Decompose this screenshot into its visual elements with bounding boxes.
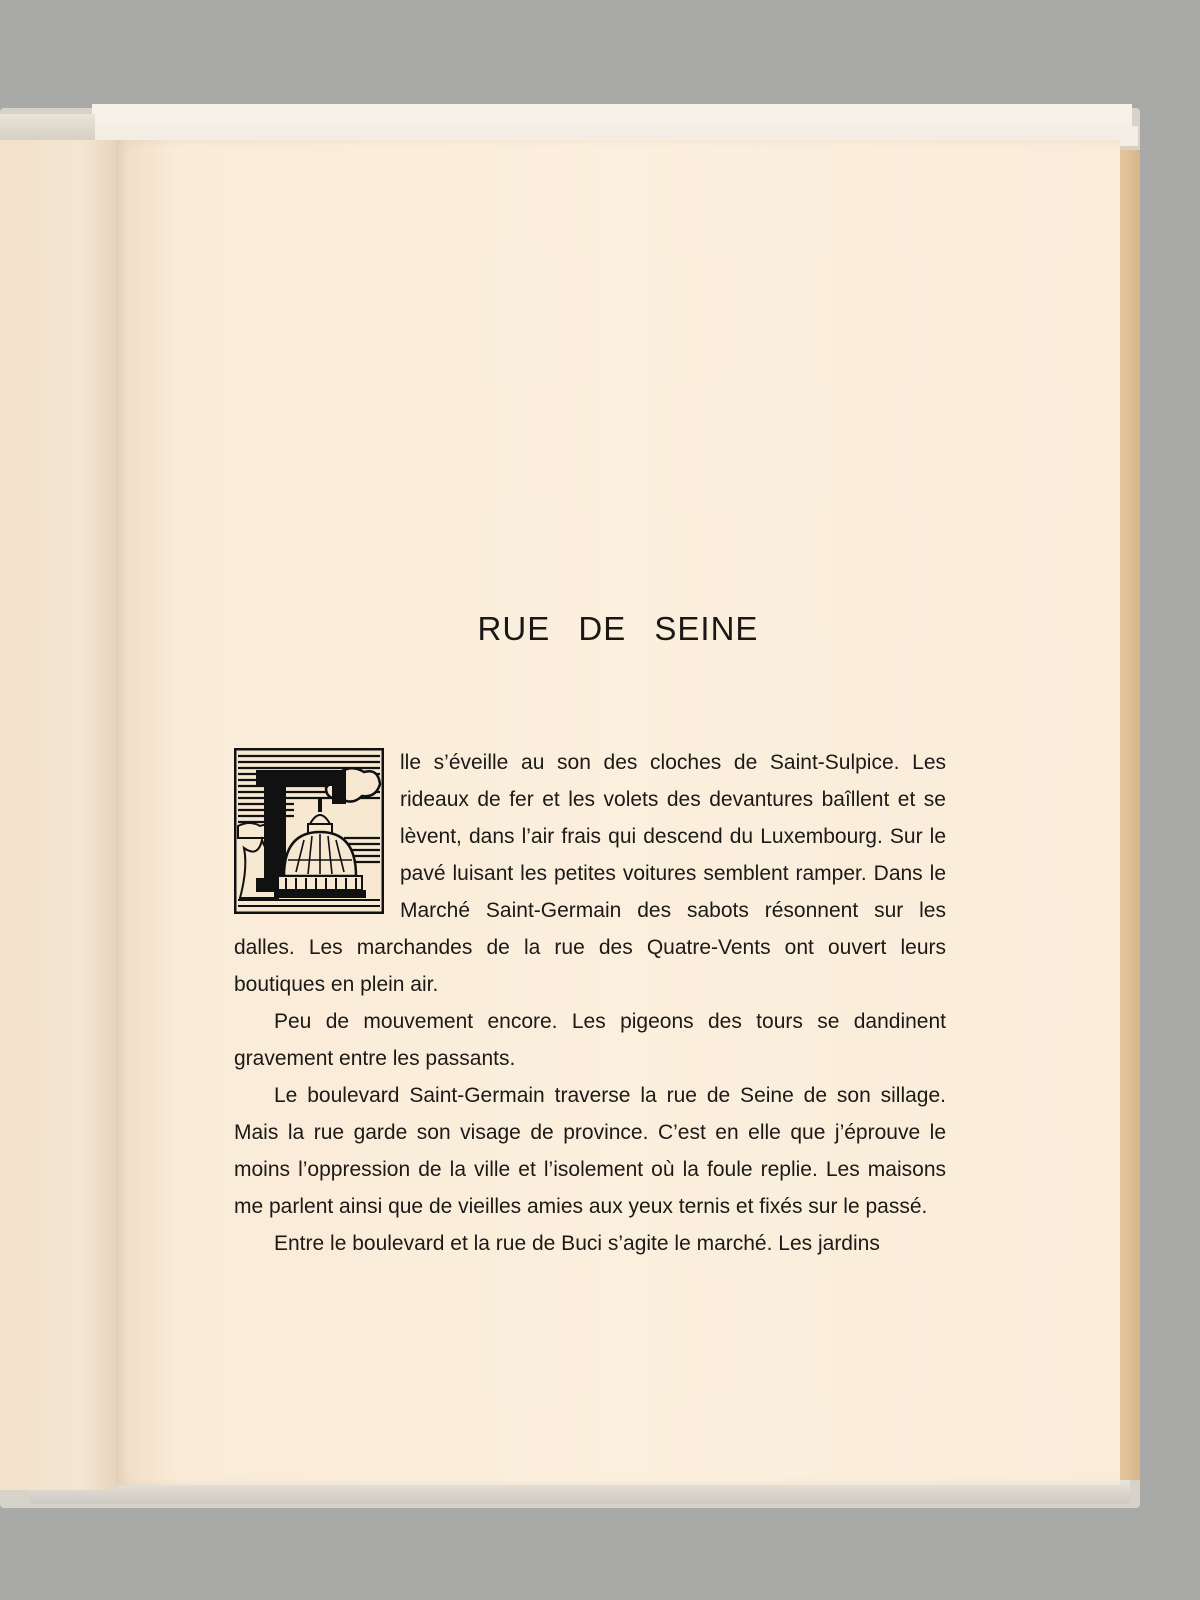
right-page [116, 140, 1120, 1485]
page-edges-right [1118, 150, 1140, 1480]
left-page [0, 140, 118, 1490]
paragraph: Le boulevard Saint-Germain traverse la rue de Seine de son sillage. Mais la rue garde son visage de province. C’est en elle que j’éprouve le moins l’oppression de la ville et l’isolement où la foule replie. Les maisons me parlent ainsi que de vieilles amies aux yeux ternis et fixés sur le passé. [234, 1084, 946, 1218]
drop-cap-space [234, 744, 400, 926]
paragraph [234, 744, 946, 1003]
spine-strip [0, 114, 95, 142]
paragraph-text: lle s’éveille au son des cloches de Saint-Sulpice. Les rideaux de fer et les volets des devantures baîllent et se lèvent, dans l’air frais qui descend du Luxembourg. Sur le pavé luisant les petites voitures semblent ramper. Dans le Marché Saint-Germain des sabots résonnent sur les dalles. Les marchandes de la rue des Quatre-Vents ont ouvert leurs boutiques en plein air. [234, 751, 946, 996]
paragraph: Entre le boulevard et la rue de Buci s’agite le marché. Les jardins [274, 1232, 880, 1255]
chapter-body-text [234, 744, 946, 1262]
chapter-title: RUE DE SEINE [477, 610, 759, 647]
page-edge-top [92, 104, 1132, 128]
paragraph: Peu de mouvement encore. Les pigeons des tours se dandinent gravement entre les passants. [234, 1010, 946, 1070]
